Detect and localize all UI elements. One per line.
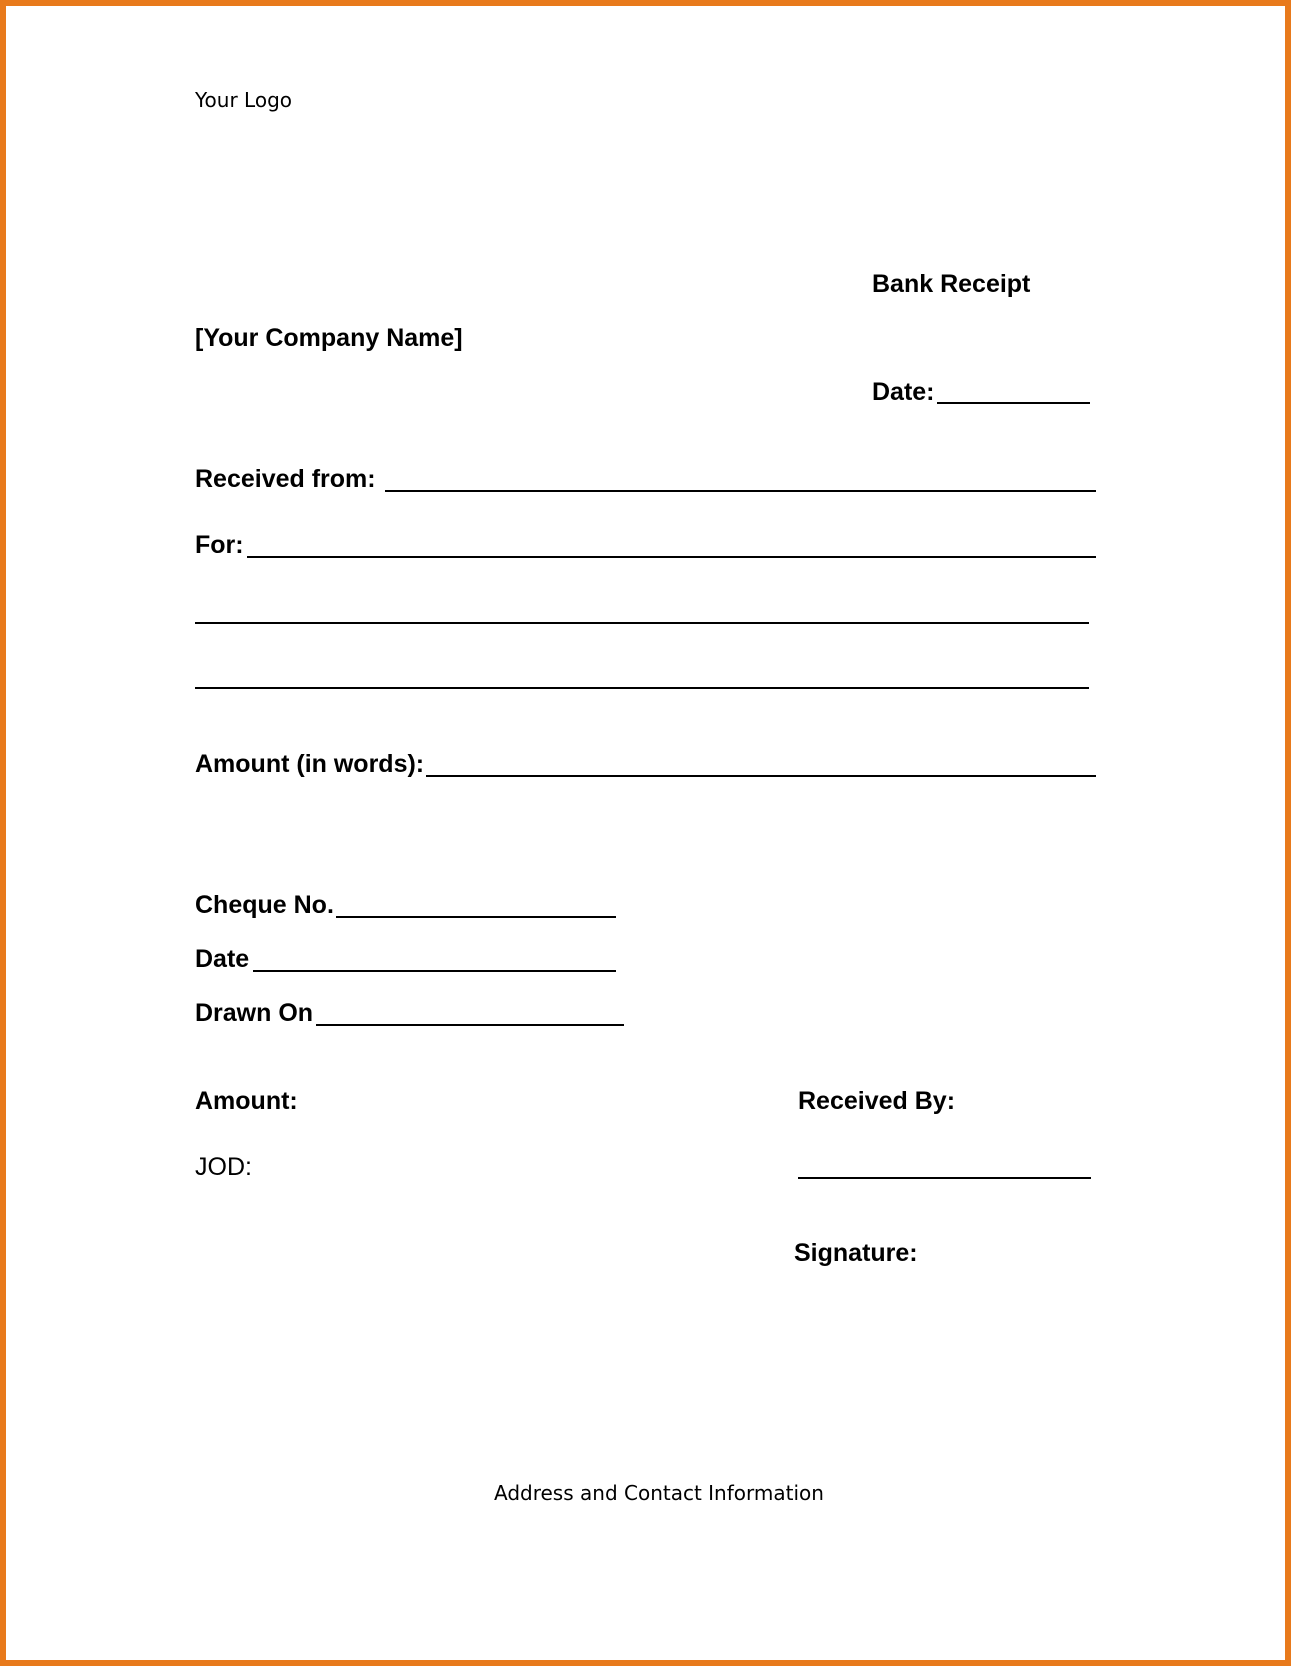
drawn-on-field-line[interactable] bbox=[316, 1024, 624, 1026]
received-by-label: Received By: bbox=[798, 1087, 956, 1115]
date-field-line[interactable] bbox=[937, 402, 1090, 404]
amount-label: Amount: bbox=[195, 1087, 298, 1115]
signature-label: Signature: bbox=[794, 1239, 918, 1267]
for-continuation-line-2[interactable] bbox=[195, 687, 1089, 689]
receipt-title: Bank Receipt bbox=[872, 270, 1031, 298]
received-from-field-line[interactable] bbox=[385, 490, 1096, 492]
cheque-date-field-line[interactable] bbox=[253, 970, 616, 972]
date-label: Date: bbox=[872, 378, 935, 406]
logo-placeholder: Your Logo bbox=[195, 88, 293, 112]
address-contact-info: Address and Contact Information bbox=[494, 1481, 824, 1505]
amount-in-words-label: Amount (in words): bbox=[195, 750, 425, 778]
received-from-label: Received from: bbox=[195, 465, 376, 493]
drawn-on-label: Drawn On bbox=[195, 999, 314, 1027]
cheque-date-label: Date bbox=[195, 945, 250, 973]
currency-label: JOD: bbox=[195, 1153, 252, 1181]
company-name: [Your Company Name] bbox=[195, 324, 463, 352]
amount-in-words-field-line[interactable] bbox=[426, 775, 1096, 777]
for-field-line[interactable] bbox=[247, 556, 1096, 558]
for-label: For: bbox=[195, 531, 244, 559]
received-by-field-line[interactable] bbox=[798, 1177, 1091, 1179]
cheque-no-field-line[interactable] bbox=[336, 916, 616, 918]
for-continuation-line-1[interactable] bbox=[195, 622, 1089, 624]
cheque-no-label: Cheque No. bbox=[195, 891, 334, 919]
